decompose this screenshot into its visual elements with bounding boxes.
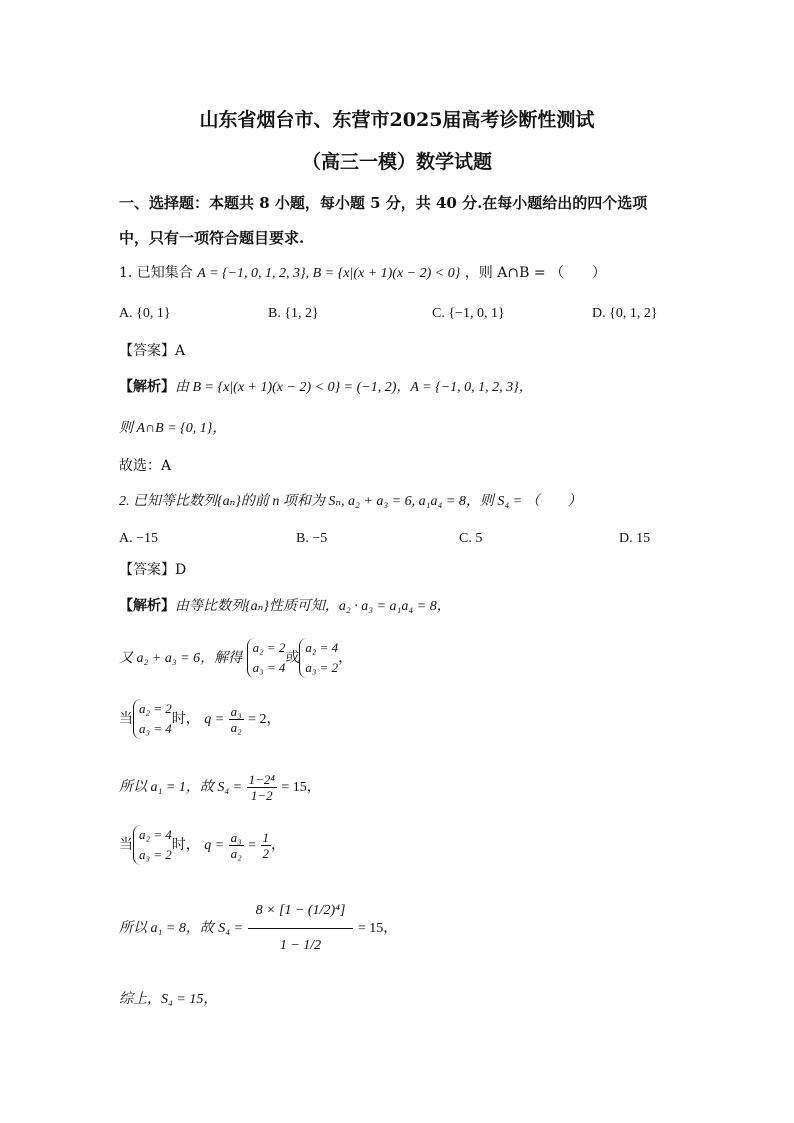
- q2-case1-system: [133, 699, 172, 739]
- page-title-line2: （高三一模）数学试题: [301, 151, 492, 173]
- case1-eq2: a₃ = 4: [139, 721, 172, 736]
- q1-stem-math: A = {−1, 0, 1, 2, 3}, B = {x|(x + 1)(x − 2) < 0}: [197, 266, 461, 281]
- q2-solve-line: 又 a₂ + a₃ = 6，解得 a₂ = 2 a₃ = 4 或 a₂ = 4 a₃ = 2 ，: [119, 636, 352, 681]
- q2-s4-frac2: [248, 894, 354, 963]
- q1-analysis-line1: [119, 378, 533, 397]
- q2-analysis-line1: [119, 597, 451, 616]
- q1-analysis-label: 【解析】: [119, 379, 175, 395]
- half-num: 1: [262, 829, 269, 845]
- q2-case1-word: 当: [119, 711, 133, 727]
- q2-case1-value: = 2，: [248, 712, 281, 727]
- q1-option-c: C. {−1, 0, 1}: [432, 306, 505, 321]
- q2-case2-time: 时，: [171, 837, 200, 853]
- q2-system-1: [247, 638, 286, 678]
- q2-case2-system: [133, 825, 172, 865]
- q1-analysis-math: 由 B = {x|(x + 1)(x − 2) < 0} = (−1, 2)，A = {−1, 0, 1, 2, 3}，: [175, 380, 533, 395]
- sys1-eq2: a₃ = 4: [252, 660, 286, 675]
- q2-case1-line: [119, 697, 281, 742]
- frac2-den: a₂: [230, 845, 242, 861]
- q2-case1-frac: [229, 704, 244, 735]
- q1-option-a: A. {0, 1}: [119, 306, 171, 321]
- q2-s4-line2: [119, 883, 397, 974]
- q2-case2-q: q =: [204, 838, 225, 853]
- q2-s4-line1: [119, 765, 321, 810]
- s4-num2: 8 × [1 − (1/2)⁴]: [248, 894, 354, 929]
- q2-summary: 综上，S₄ = 15，: [119, 992, 218, 1007]
- sys2-eq1: a₂ = 4: [305, 640, 339, 655]
- q2-case2-frac: [229, 830, 244, 861]
- q1-answer: 【答案】A: [119, 343, 186, 359]
- q1-option-d: D. {0, 1, 2}: [592, 306, 658, 321]
- frac-den: a₂: [230, 719, 242, 735]
- q1-stem: [119, 264, 606, 283]
- q2-analysis-label: 【解析】: [119, 598, 175, 614]
- sys1-eq1: a₂ = 2: [252, 640, 286, 655]
- s4-num1: 1−2⁴: [248, 771, 275, 787]
- q2-case2-eq: =: [248, 838, 257, 853]
- s4-den2: 1 − 1/2: [279, 937, 322, 953]
- q1-option-b: B. {1, 2}: [268, 306, 319, 321]
- q2-case2-half: [261, 830, 272, 861]
- q2-s4-label2: S₄ =: [218, 921, 244, 936]
- half-den: 2: [262, 845, 269, 861]
- q2-answer: 【答案】D: [119, 562, 187, 578]
- q2-option-b: B. −5: [296, 531, 328, 546]
- case1-eq1: a₂ = 2: [139, 701, 172, 716]
- q2-case2-word: 当: [119, 837, 133, 853]
- q2-case1-q: q =: [204, 712, 225, 727]
- q1-analysis-line2: 则 A∩B = {0, 1}，: [119, 421, 227, 436]
- q1-conclusion: 故选：A: [119, 458, 172, 474]
- q2-case1-time: 时，: [171, 711, 200, 727]
- q2-option-a: A. −15: [119, 531, 159, 546]
- q1-stem-prefix: 1. 已知集合: [119, 265, 193, 281]
- q2-s4-frac1: [247, 772, 277, 803]
- section-heading-line1: 一、选择题：本题共 8 小题，每小题 5 分，共 40 分.在每小题给出的四个选项: [119, 194, 648, 212]
- q2-s4-value1: = 15，: [281, 780, 321, 795]
- q2-case2-line: 当 a₂ = 4 a₃ = 2 时， q = $\frac{\text{a₃}}{\text{a₂}}$ = $\frac{1}{2}$ ，: [119, 823, 285, 868]
- q2-analysis-text: 由等比数列{aₙ}性质可知，a₂ · a₃ = a₁a₄ = 8，: [175, 599, 451, 614]
- q2-s4-prefix2: 所以 a₁ = 8，故: [119, 921, 214, 936]
- frac-num: a₃: [230, 703, 242, 719]
- q2-solve-prefix: 又 a₂ + a₃ = 6，解得: [119, 651, 243, 666]
- sys2-eq2: a₃ = 2: [305, 660, 339, 675]
- q1-stem-suffix: ，则 A∩B = （ ）: [464, 265, 607, 281]
- section-heading-line2: 中，只有一项符合题目要求.: [119, 229, 305, 247]
- s4-den1: 1−2: [250, 787, 273, 803]
- q2-s4-value2: = 15，: [357, 921, 398, 936]
- q2-system-2: [299, 638, 338, 678]
- q2-option-c: C. 5: [459, 531, 483, 546]
- case2-eq2: a₃ = 2: [139, 847, 172, 862]
- q2-or: 或: [285, 650, 300, 666]
- q2-stem: 2. 已知等比数列{aₙ}的前 n 项和为 Sₙ, a₂ + a₃ = 6, a₁a₄ = 8，则 S₄ = （ ）: [119, 494, 582, 509]
- q2-option-d: D. 15: [619, 531, 651, 546]
- frac2-num: a₃: [230, 829, 242, 845]
- page-title-line1: 山东省烟台市、东营市2025届高考诊断性测试: [199, 109, 595, 131]
- q2-s4-prefix1: 所以 a₁ = 1，故 S₄ =: [119, 780, 243, 795]
- case2-eq1: a₂ = 4: [139, 827, 172, 842]
